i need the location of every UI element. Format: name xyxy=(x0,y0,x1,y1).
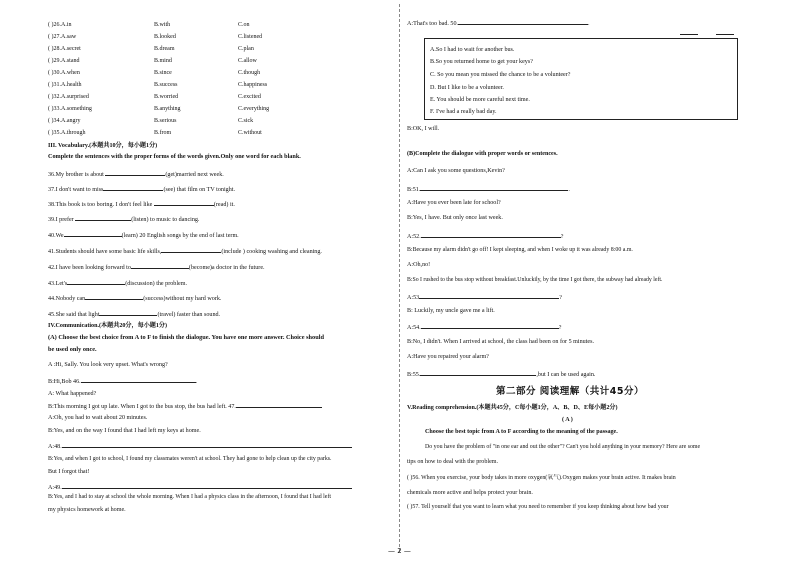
vocab-item xyxy=(48,309,220,319)
dialogue-line xyxy=(48,482,352,492)
dialogue-line: B:Yes, and I had to stay at school the whole morning. When I had a physics class in the afternoon, I found that I had left xyxy=(48,494,331,500)
vocab-post: (listen) to music to dancing. xyxy=(131,217,200,223)
dialogue-line: B:Yes, and when I got to school, I found my classmates weren't at school. They had gone to help clean up the city parks. xyxy=(48,456,332,462)
question-mark: ? xyxy=(559,295,562,301)
dialogue-text: B:This morning I got up late. When I got to the bus stop, the bus had left. 47. xyxy=(48,404,236,410)
vocab-item xyxy=(48,199,235,209)
mcq-option-b: B.with xyxy=(154,22,171,28)
mcq-option-a: ( )30.A.when xyxy=(48,70,80,76)
answer-blank[interactable] xyxy=(421,322,559,329)
mcq-option-b: B.serious xyxy=(154,118,177,124)
passage-label: ( A ) xyxy=(562,417,573,423)
dialogue-line: A: What happened? xyxy=(48,391,97,397)
vocab-pre: 45.She said that light xyxy=(48,312,100,318)
mcq-option-a: ( )29.A.stand xyxy=(48,58,80,64)
vocab-item xyxy=(48,262,265,272)
vocab-item xyxy=(48,184,235,194)
option-item: B.So you returned home to get your keys? xyxy=(430,59,533,65)
dialogue-line: A:Oh, you had to wait about 20 minutes. xyxy=(48,415,148,421)
answer-blank[interactable] xyxy=(81,376,196,383)
answer-blank[interactable] xyxy=(421,231,561,238)
dialogue-line: B: Luckily, my uncle gave me a lift. xyxy=(407,308,495,314)
mcq-option-a: ( )33.A.something xyxy=(48,106,92,112)
answer-blank[interactable] xyxy=(420,184,568,191)
answer-blank[interactable] xyxy=(75,214,131,221)
answer-blank[interactable] xyxy=(458,18,588,25)
vocab-post: (read) it. xyxy=(213,202,235,208)
dialogue-text: B:51. xyxy=(407,187,421,193)
option-item: D. But I like to be a volunteer. xyxy=(430,85,504,91)
answer-blank[interactable] xyxy=(161,246,221,253)
section-b-title: (B)Complete the dialogue with proper words or sentences. xyxy=(407,151,558,157)
dialogue-line: But I forgot that! xyxy=(48,469,90,475)
mcq-option-c: C.listened xyxy=(238,34,263,40)
vocab-item xyxy=(48,169,224,179)
mcq-option-a: ( )27.A.saw xyxy=(48,34,77,40)
answer-blank[interactable] xyxy=(154,199,214,206)
dialogue-line: A:Have you repaired your alarm? xyxy=(407,354,489,360)
answer-blank[interactable] xyxy=(131,262,189,269)
vocab-pre: 41.Students should have some basic life skills, xyxy=(48,249,162,255)
mcq-option-a: ( )31.A.health xyxy=(48,82,82,88)
mcq-option-b: B.success xyxy=(154,82,178,88)
mcq-option-b: B.mind xyxy=(154,58,172,64)
dialogue-line xyxy=(48,441,352,451)
vocab-pre: 36.My brother is about xyxy=(48,172,104,178)
answer-blank[interactable] xyxy=(85,293,143,300)
mcq-option-c: C.everything xyxy=(238,106,270,112)
mcq-option-c: C.without xyxy=(238,130,262,136)
answer-blank[interactable] xyxy=(64,230,122,237)
dialogue-text: A:52. xyxy=(407,234,421,240)
dialogue-text: A:49. xyxy=(48,485,62,491)
dialogue-line: A :Hi, Sally. You look very upset. What's wrong? xyxy=(48,362,168,368)
answer-blank[interactable] xyxy=(236,401,322,408)
mcq-option-c: C.excited xyxy=(238,94,261,100)
mcq-option-b: B.anything xyxy=(154,106,181,112)
passage-text: chemicals more active and helps protect your brain. xyxy=(407,490,533,496)
dialogue-line xyxy=(407,369,595,379)
mcq-option-a: ( )32.A.surprised xyxy=(48,94,89,100)
vocab-pre: 44.Nobody can xyxy=(48,296,86,302)
dialogue-text: A:54. xyxy=(407,325,421,331)
option-item: E. You should be more careful next time. xyxy=(430,97,530,103)
dialogue-line: B:Yes, I have. But only once last week. xyxy=(407,215,503,221)
answer-blank[interactable] xyxy=(67,278,125,285)
answer-blank[interactable] xyxy=(103,184,163,191)
vocab-pre: 40.We xyxy=(48,233,64,239)
vocab-post: (include ) cooking washing and cleaning. xyxy=(221,249,322,255)
dialogue-text: A:53 xyxy=(407,295,420,301)
vocab-pre: 39.I prefer xyxy=(48,217,74,223)
dialogue-line xyxy=(407,292,562,302)
mcq-option-a: ( )26.A.in xyxy=(48,22,72,28)
mcq-option-b: B.dream xyxy=(154,46,175,52)
vocab-item xyxy=(48,293,221,303)
mcq-option-c: C.allow xyxy=(238,58,257,64)
vocab-post: (learn) 20 English songs by the end of last term. xyxy=(121,233,239,239)
mcq-option-c: C.plan xyxy=(238,46,254,52)
dialogue-line xyxy=(407,231,563,241)
mcq-option-c: C.sick xyxy=(238,118,254,124)
dialogue-line: B:51. . xyxy=(407,184,570,194)
vocab-post: (success)without my hard work. xyxy=(143,296,222,302)
mcq-option-c: C.though xyxy=(238,70,261,76)
answer-blank[interactable] xyxy=(420,369,536,376)
divider-mark xyxy=(716,34,734,35)
mcq-option-b: B.worried xyxy=(154,94,179,100)
vocab-post: (discussion) the problem. xyxy=(125,281,187,287)
vocab-post: (get)married next week. xyxy=(165,172,224,178)
vocab-title: III. Vocabulary.(本题共10分，每小题1分) xyxy=(48,143,158,149)
mcq-option-a: ( )28.A.secret xyxy=(48,46,81,52)
dialogue-line: my physics homework at home. xyxy=(48,507,126,513)
dialogue-line: B:OK, I will. xyxy=(407,126,440,132)
vocab-pre: 43.Let's xyxy=(48,281,68,287)
mcq-option-c: C.happiness xyxy=(238,82,268,88)
vocab-post: (travel) faster than sound. xyxy=(157,312,221,318)
dialogue-line: B:Because my alarm didn't go off! I kept sleeping, and when I woke up it was already 8:00 a.m. xyxy=(407,247,633,253)
vocab-item xyxy=(48,246,322,256)
dialogue-line: A:Can I ask you some questions,Kevin? xyxy=(407,168,505,174)
reading-title: V.Reading comprehension.(本题共45分，C每小题1分，A、B、D、E每小题2分) xyxy=(407,405,618,411)
dialogue-text: A:48. xyxy=(48,444,62,450)
mcq-option-a: ( )34.A.angry xyxy=(48,118,81,124)
vocab-pre: 37.I don't want to miss xyxy=(48,187,104,193)
mcq-option-a: ( )35.A.through xyxy=(48,130,86,136)
option-item: F. I've had a really bad day. xyxy=(430,109,497,115)
vocab-instruction: Complete the sentences with the proper forms of the words given.Only one word for each blank. xyxy=(48,153,301,160)
answer-blank[interactable] xyxy=(419,292,559,299)
dialogue-line: B:No, I didn't. When I arrived at school, the class had been on for 5 minutes. xyxy=(407,339,594,345)
passage-text: Do you have the problem of "in one ear and out the other"? Can't you hold anything in your memory? Here are some xyxy=(425,444,701,450)
comm-instruction-cont: be used only once. xyxy=(48,346,97,353)
vocab-pre: 42.I have been looking forward to xyxy=(48,265,131,271)
divider-mark xyxy=(680,34,698,35)
vocab-item xyxy=(48,278,187,288)
dialogue-line: A:Oh,no! xyxy=(407,262,431,268)
dialogue-text: A:That's too bad. 50. xyxy=(407,21,459,27)
dialogue-text: B:55. xyxy=(407,372,421,378)
passage-text: ( )57. Tell yourself that you want to learn what you need to remember if you keep thinking about how bad your xyxy=(407,504,669,510)
option-item: C. So you mean you missed the chance to be a volunteer? xyxy=(430,72,571,78)
passage-text: tips on how to deal with the problem. xyxy=(407,459,499,465)
part-two-heading: 第二部分 阅读理解（共计45分） xyxy=(496,386,645,397)
dialogue-line: A:That's too bad. 50. . xyxy=(407,18,590,28)
vocab-post: (see) that film on TV tonight. xyxy=(163,187,235,193)
mcq-option-b: B.looked xyxy=(154,34,176,40)
mcq-option-b: B.since xyxy=(154,70,172,76)
dialogue-line xyxy=(407,322,561,332)
dialogue-line: B:Hi,Bob 46. . xyxy=(48,376,197,386)
comm-title: IV.Communication.(本题共20分，每小题1分) xyxy=(48,323,168,329)
passage-text: ( )56. When you exercise, your body takes in more oxygen(氧气).Oxygen makes your brain active. It makes brain xyxy=(407,475,676,481)
vocab-pre: 38.This book is too boring. I don't feel like xyxy=(48,202,153,208)
question-mark: ? xyxy=(560,234,564,240)
vocab-post: (become)a doctor in the future. xyxy=(188,265,265,271)
column-divider xyxy=(399,4,400,552)
dialogue-text: ,but I can be used again. xyxy=(536,372,596,378)
dialogue-line xyxy=(48,401,322,411)
reading-instruction: Choose the best topic from A to F according to the meaning of the passage. xyxy=(425,429,618,435)
dialogue-line: B:So I rushed to the bus stop without breakfast.Unluckily, by the time I got there, the subway had already left. xyxy=(407,277,663,283)
answer-blank[interactable] xyxy=(62,482,352,489)
answer-blank[interactable] xyxy=(99,309,157,316)
answer-blank[interactable] xyxy=(62,441,352,448)
answer-blank[interactable] xyxy=(105,169,165,176)
mcq-option-b: B.from xyxy=(154,130,172,136)
dialogue-line: B:Yes, and on the way I found that I had left my keys at home. xyxy=(48,428,201,434)
dialogue-text: B:Hi,Bob 46. xyxy=(48,379,81,385)
mcq-option-c: C.on xyxy=(238,22,250,28)
dialogue-line: A:Have you ever been late for school? xyxy=(407,200,501,206)
comm-instruction: (A) Choose the best choice from A to F to finish the dialogue. You have one more answer. Choice should xyxy=(48,334,324,341)
page-number: — 2 — xyxy=(388,547,411,555)
vocab-item xyxy=(48,214,199,224)
option-item: A.So I had to wait for another bus. xyxy=(430,47,515,53)
vocab-item xyxy=(48,230,239,240)
question-mark: ? xyxy=(558,325,562,331)
